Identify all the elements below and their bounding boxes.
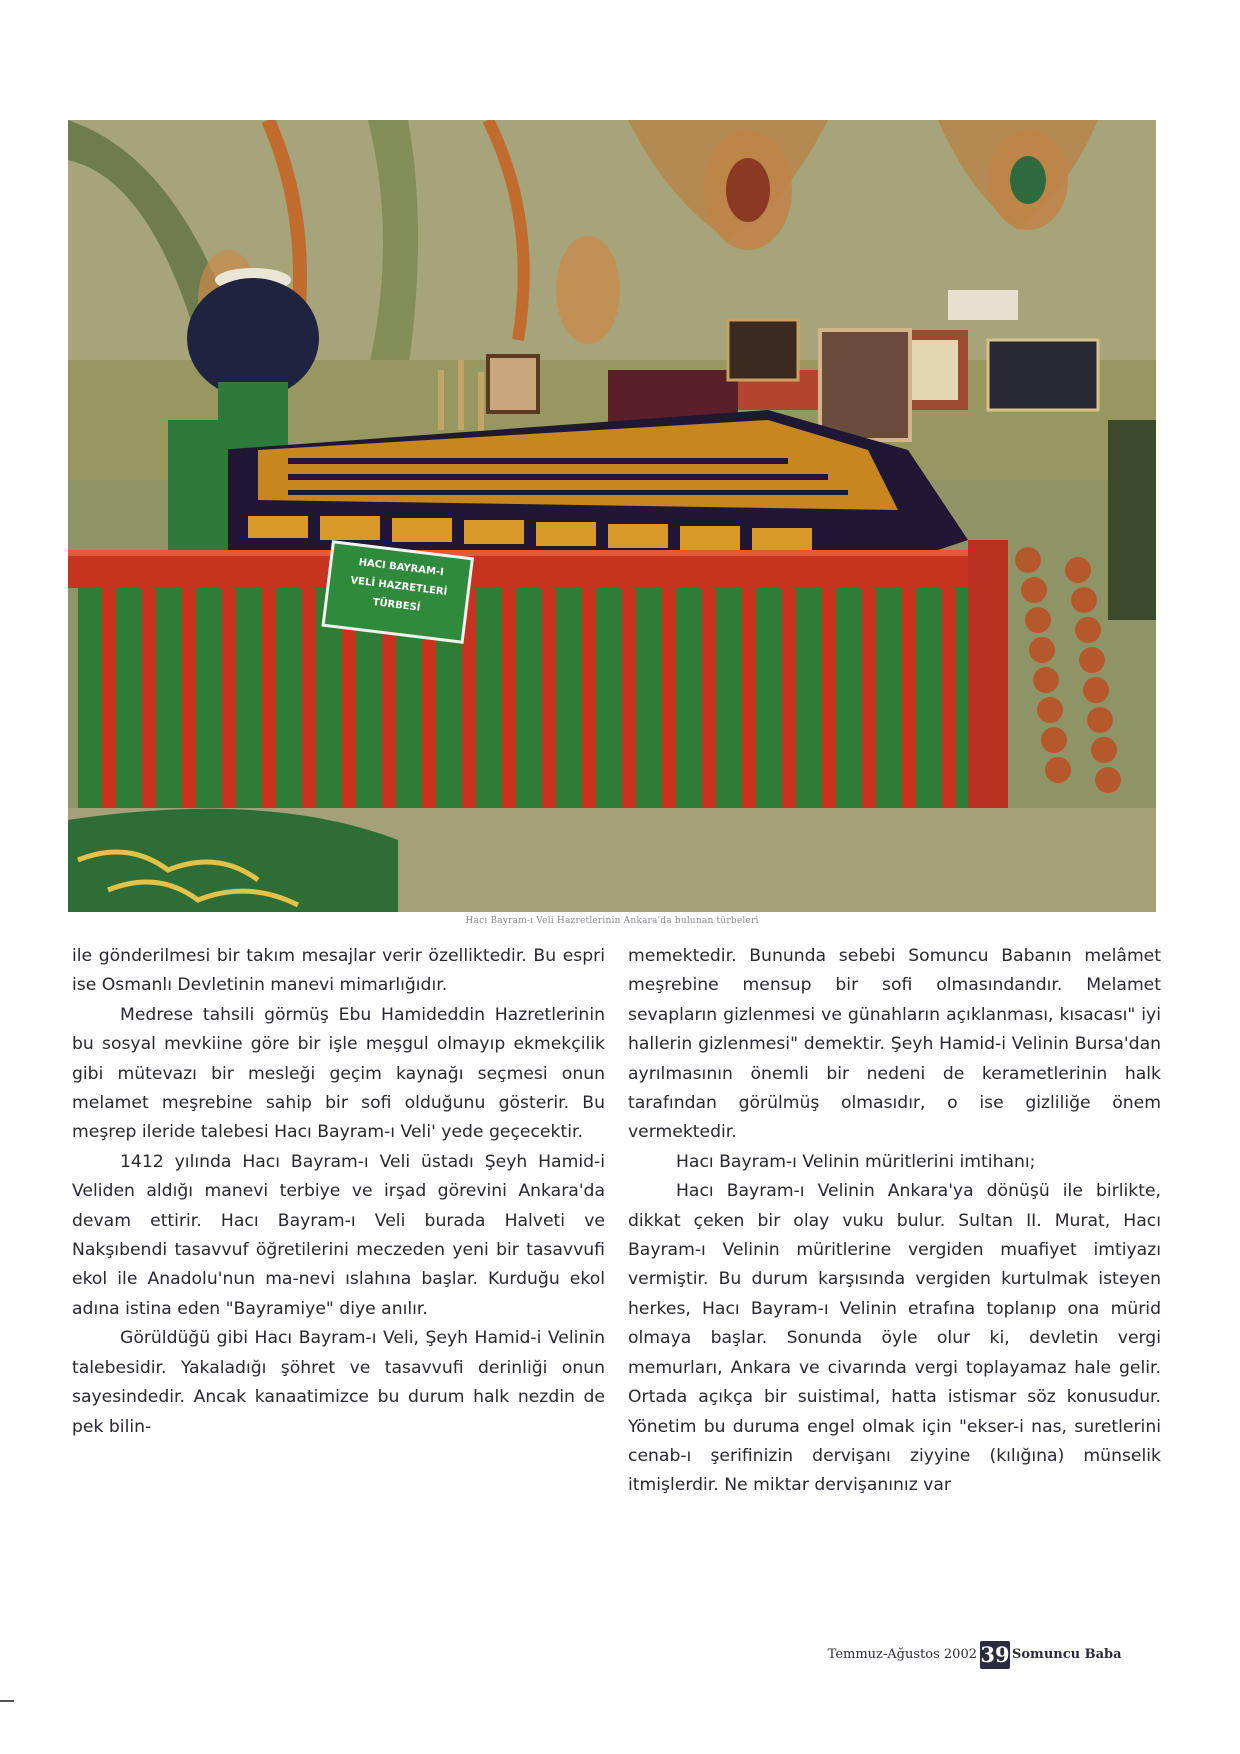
tomb-sign — [332, 551, 464, 636]
page-footer — [800, 1641, 1170, 1671]
sign-line-2: VELİ HAZRETLERİ — [349, 575, 448, 598]
left-column — [72, 942, 605, 1442]
photo-caption: Hacı Bayram-ı Veli Hazretlerinin Ankara'da bulunan türbeleri — [465, 916, 759, 926]
left-paragraph-2: Medrese tahsili görmüş Ebu Hamideddin Hazretlerinin bu sosyal mevkiine göre bir işle meşgul olmayıp ekmekçilik gibi mütevazı bir mesleği geçim kaynağı seçmesi onun melamet meşrebine sahip bir sofi olduğunu gösterir. Bu meşrep ileride talebesi Hacı Bayram-ı Veli' yede geçecektir. — [72, 1004, 605, 1143]
right-paragraph-3: Hacı Bayram-ı Velinin Ankara'ya dönüşü ile birlikte, dikkat çeken bir olay vuku bulur. Sultan II. Murat, Hacı Bayram-ı Velinin müritlerine vergiden muafiyet imtiyazı vermiştir. Bu durum karşısında vergiden kurtulmak isteyen herkes, Hacı Bayram-ı Velinin etrafına toplanıp ona mürid olmaya başlar. Sonunda öyle olur ki, devletin vergi memurları, Ankara ve civarında vergi toplayamaz hale gelir. Ortada açıkça bir suistimal, hatta istismar söz konusudur. Yönetim bu duruma engel olmak için "ekser-i nas, suretlerini cenab-ı şerifinizin dervişanı ziyyine (kılığına) münselik itmişlerdir. Ne miktar dervişanınız var — [628, 1181, 1161, 1496]
left-paragraph-1: ile gönderilmesi bir takım mesajlar verir özelliktedir. Bu espri ise Osmanlı Devletinin manevi mimarlığıdır. — [72, 946, 605, 996]
tomb-photo — [68, 120, 1156, 912]
right-paragraph-2: Hacı Bayram-ı Velinin müritlerini imtihanı; — [676, 1151, 1036, 1172]
right-column — [628, 942, 1161, 1501]
issue-date: Temmuz-Ağustos 2002 — [827, 1647, 977, 1662]
right-paragraph-1: memektedir. Bununda sebebi Somuncu Babanın melâmet meşrebine mensup bir sofi olmasındandır. Melamet sevapların gizlenmesi ve günahların açıklanması, kısacası" iyi hallerin gizlenmesi" demektir. Şeyh Hamid-i Velinin Bursa'dan ayrılmasının önemli bir nedeni de kerametlerinin halk tarafından görülmüş olmasıdır, o ise gizliliğe önem vermektedir. — [628, 946, 1161, 1143]
magazine-title: Somuncu Baba — [1012, 1647, 1122, 1662]
sign-line-3: TÜRBESİ — [371, 597, 421, 614]
scan-edge-mark — [0, 1700, 14, 1702]
left-paragraph-3: 1412 yılında Hacı Bayram-ı Veli üstadı Şeyh Hamid-i Veliden aldığı manevi terbiye ve irşad görevini Ankara'da devam ettirir. Hacı Bayram-ı Veli burada Halveti ve Nakşıbendi tasavvuf öğretilerini meczeden yeni bir tasavvufi ekol ile Anadolu'nun ma-nevi ıslahına başlar. Kurduğu ekol adına istina eden "Bayramiye" diye anılır. — [72, 1151, 605, 1319]
page-number: 39 — [980, 1642, 1010, 1667]
sign-line-1: HACI BAYRAM-I — [357, 557, 445, 579]
left-paragraph-4: Görüldüğü gibi Hacı Bayram-ı Veli, Şeyh Hamid-i Velinin talebesidir. Yakaladığı şöhret ve tasavvufi derinliği onun sayesindedir. Ancak kanaatimizce bu durum halk nezdin de pek bilin- — [72, 1328, 605, 1437]
